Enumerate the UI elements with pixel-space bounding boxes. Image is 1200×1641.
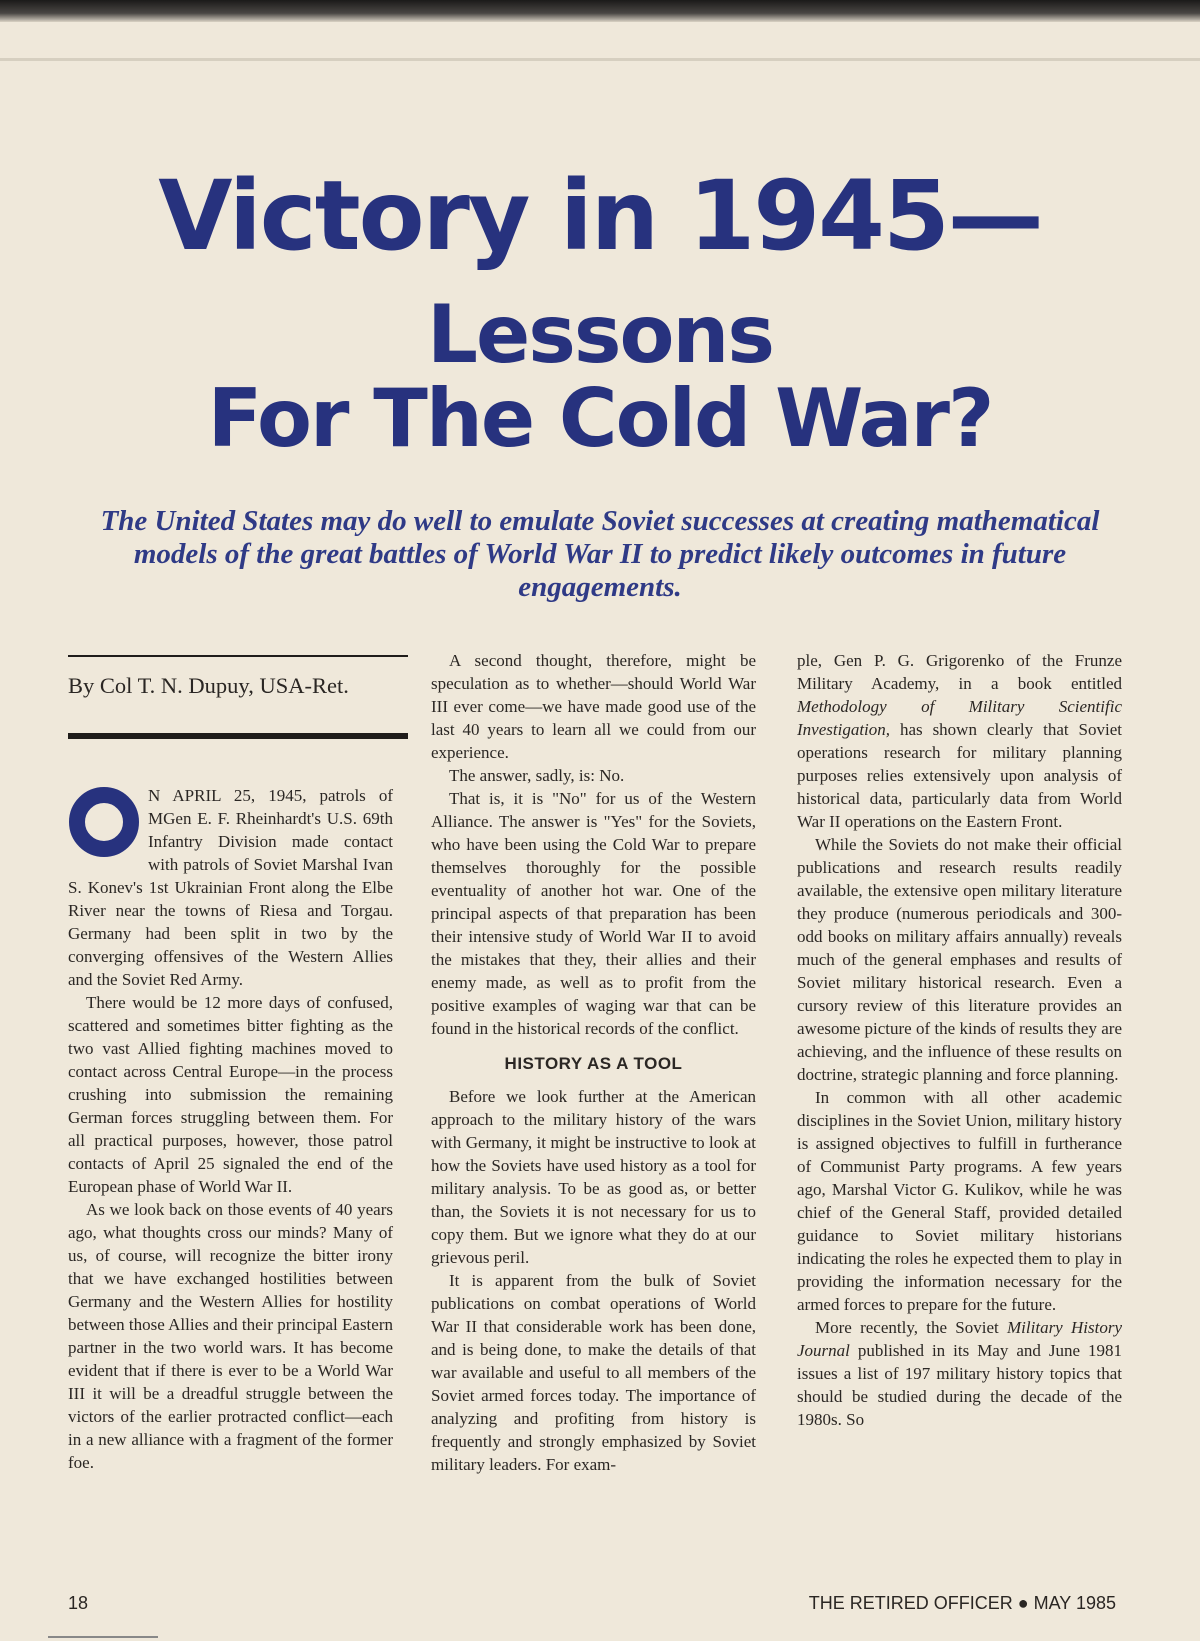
paragraph: In common with all other academic disciplines in the Soviet Union, military history is assigned objectives to fulfill in furtherance of Communist Party programs. A few years ago, Marshal Victor G. Kulikov, while he was chief of the General Staff, provided detailed guidance to Soviet military historians indicating the roles he expected them to play in providing the information necessary for the armed forces to prepare for the future. <box>797 1088 1122 1314</box>
paragraph-text: N APRIL 25, 1945, patrols of MGen E. F. Rheinhardt's U.S. 69th Infantry Division made contact with patrols of Soviet Marshal Ivan S. Konev's 1st Ukrainian Front along the Elbe River near the towns of Riesa and Torgau. Germany had been split in two by the converging offensives of the Western Allies and the Soviet Red Army. <box>68 786 393 989</box>
paragraph: The answer, sadly, is: No. <box>449 766 625 785</box>
journal-title: Military History Journal <box>797 1318 1122 1360</box>
paragraph-text: More recently, the Soviet <box>815 1318 1008 1337</box>
paragraph: While the Soviets do not make their official publications and research results readily available, the extensive open military literature they produce (numerous periodicals and 300-odd books on military affairs annually) reveals much of the general emphases and results of Soviet military historical research. Even a cursory review of this literature provides an awesome picture of the kinds of results they are achieving, and the influence of these results on doctrine, strategic planning and force planning. <box>797 835 1122 1084</box>
paragraph: A second thought, therefore, might be speculation as to whether—should World War III ever come—we have made good use of the last 40 years to learn all we could from our experience. <box>431 651 756 762</box>
scan-top-edge <box>0 0 1200 22</box>
scan-bottom-mark <box>48 1636 158 1638</box>
section-heading: HISTORY AS A TOOL <box>504 1054 683 1073</box>
byline: By Col T. N. Dupuy, USA-Ret. <box>68 673 349 698</box>
paragraph <box>68 784 393 991</box>
paragraph: Before we look further at the American approach to the military history of the wars with Germany, it might be instructive to look at how the Soviets have used history as a tool for military analysis. To be as good as, or better than, the Soviets it is not necessary for us to copy them. But we ignore what they do at our grievous peril. <box>431 1087 756 1267</box>
drop-cap <box>68 786 140 858</box>
headline-line-2: Lessons <box>427 288 773 381</box>
paragraph <box>797 1316 1122 1431</box>
paragraph-text: ple, Gen P. G. Grigorenko of the Frunze Military Academy, in a book entitled <box>797 651 1122 693</box>
paragraph: That is, it is "No" for us of the Western Alliance. The answer is "Yes" for the Soviets, who have been using the Cold War to prepare themselves thoroughly for the possible eventuality of another hot war. One of the principal aspects of that preparation has been their intensive study of World War II to avoid the mistakes that they, their allies and their enemy made, as well as to profit from the positive examples of waging war that can be found in the historical records of the conflict. <box>431 789 756 1038</box>
column-3 <box>797 649 1122 1431</box>
byline-top-rule <box>68 655 408 657</box>
headline-line-1: Victory in 1945— <box>158 160 1042 272</box>
page-number: 18 <box>68 1593 89 1613</box>
svg-text:O: O <box>104 826 105 827</box>
article-deck: The United States may do well to emulate Soviet successes at creating mathematical models of the great battles of World War II to predict likely outcomes in future engagements. <box>100 505 1100 603</box>
column-1 <box>68 784 393 1474</box>
paragraph: As we look back on those events of 40 years ago, what thoughts cross our minds? Many of us, of course, will recognize the bitter irony that we have exchanged hostilities between Germany and the Western Allies for hostility between those Allies and their principal Eastern partner in the two world wars. It has become evident that if there is ever to be a World War III it will be a dreadful struggle between the victors of the earlier protracted conflict—each in a new alliance with a fragment of the former foe. <box>68 1200 393 1472</box>
book-title: Methodology of Military Scientific Investigation, <box>797 697 1122 739</box>
paragraph-text: has shown clearly that Soviet operations research for military planning purposes relies extensively upon analysis of historical data, particularly data from World War II operations on the Eastern Front. <box>797 720 1122 831</box>
paragraph-text: published in its May and June 1981 issues a list of 197 military history topics that should be studied during the decade of the 1980s. So <box>797 1341 1122 1429</box>
header-divider <box>0 58 1200 61</box>
paragraph: It is apparent from the bulk of Soviet publications on combat operations of World War II that considerable work has been done, and is being done, to make the details of that war available and useful to all members of the Soviet armed forces today. The importance of analyzing and profiting from history is frequently and strongly emphasized by Soviet military leaders. For exam- <box>431 1271 756 1474</box>
column-2 <box>431 649 756 1476</box>
byline-bottom-rule <box>68 733 408 739</box>
running-footer: THE RETIRED OFFICER ● MAY 1985 <box>808 1593 1116 1613</box>
paragraph <box>797 649 1122 833</box>
paragraph: There would be 12 more days of confused, scattered and sometimes bitter fighting as the two vast Allied fighting machines moved to contact across Central Europe—in the process crushing into submission the remaining German forces struggling between them. For all practical purposes, however, those patrol contacts of April 25 signaled the end of the European phase of World War II. <box>68 993 393 1196</box>
headline-line-3: For The Cold War? <box>207 372 993 465</box>
